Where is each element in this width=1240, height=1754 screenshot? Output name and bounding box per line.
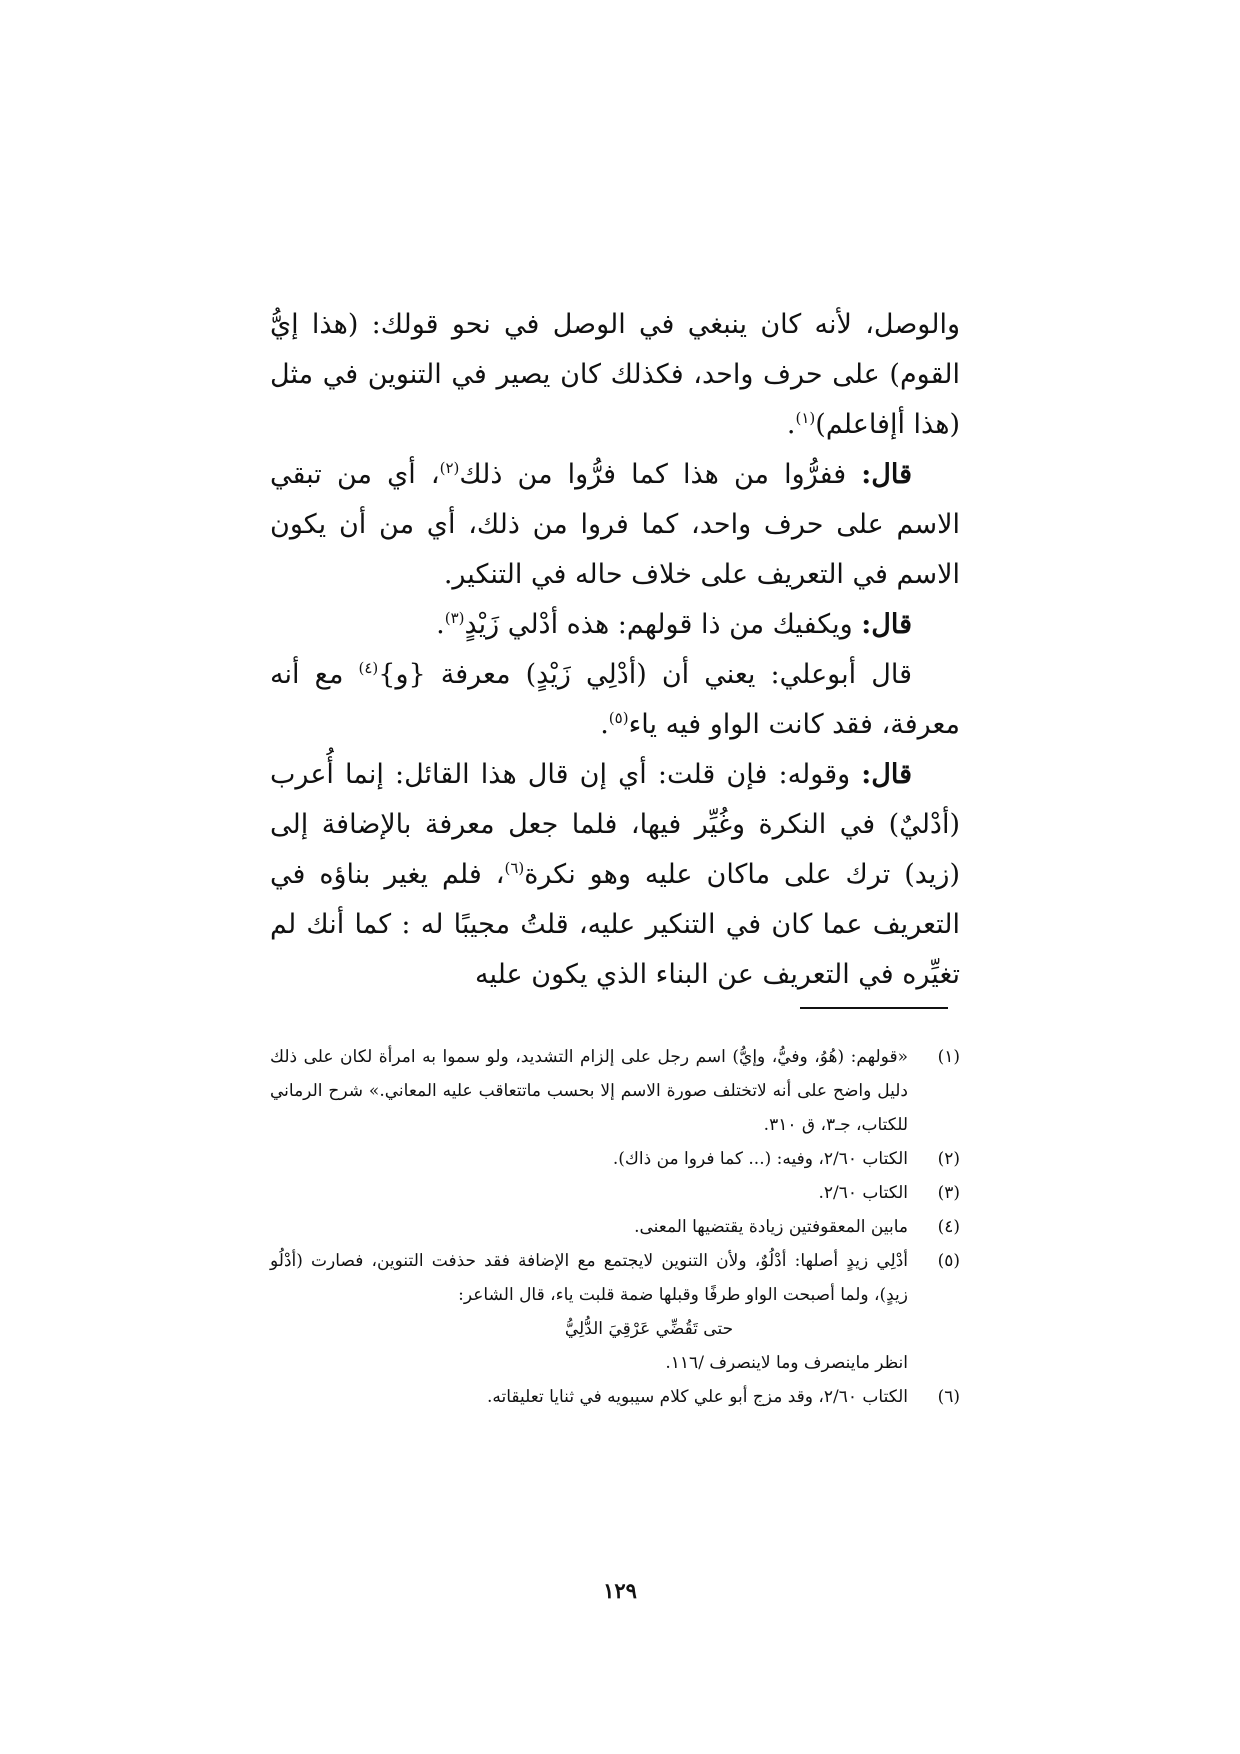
paragraph-3: قال: ويكفيك من ذا قولهم: هذه أدْلي زَيْدٍ$^{(٣)}$. [436, 609, 912, 640]
main-text [270, 300, 960, 1000]
qala-label: قال: [861, 759, 912, 790]
footnote-text: الكتاب ٢/٦٠، وفيه: (... كما فروا من ذاك). [612, 1149, 908, 1169]
footnote-3 [270, 1176, 960, 1210]
footnote-text: الكتاب ٢/٦٠. [818, 1183, 908, 1203]
page-number: ١٢٩ [603, 1578, 637, 1603]
footnote-2 [270, 1142, 960, 1176]
poetry-verse: حتى تَقُضِّي عَرْقِيَ الدُّلِيُّ [564, 1319, 734, 1339]
footnote-number: (٣) [937, 1183, 960, 1203]
footnote-text: «قولهم: (هُوُ، وفيُّ، وإيُّ) اسم رجل على إلزام التشديد، ولو سموا به امرأة لكان على ذلك دليل واضح على أنه لاتختلف صورة الاسم إلا بحسب ماتتعاقب عليه المعاني.» شرح الرماني للكتاب، جـ٣، ق ٣١٠. [270, 1047, 908, 1135]
paragraph-2: قال: ففرُّوا من هذا كما فرُّوا من ذلك$^{(٢)}$، أي من تبقي الاسم على حرف واحد، كما فروا من ذلك، أي من أن يكون الاسم في التعريف على خلاف حاله في التنكير. [270, 459, 960, 590]
footnote-number: (٦) [937, 1387, 960, 1407]
footnote-6 [270, 1380, 960, 1414]
footnote-ref-3[interactable]: (٣) [444, 609, 465, 627]
footnote-number: (١) [937, 1047, 960, 1067]
footnote-text: أدْلِي زيدٍ أصلها: أدْلُوٌ، ولأن التنوين لايجتمع مع الإضافة فقد حذفت التنوين، فصارت (أدْلُو زيدٍ)، ولما أصبحت الواو طرفًا وقبلها ضمة قلبت ياء، قال الشاعر: [270, 1251, 908, 1305]
footnotes [270, 1040, 960, 1414]
footnote-1 [270, 1040, 960, 1142]
footnote-number: (٤) [937, 1217, 960, 1237]
paragraph-4: قال أبوعلي: يعني أن (أدْلِي زَيْدٍ) معرفة {و}$^{(٤)}$ مع أنه معرفة، فقد كانت الواو فيه ياء$^{(٥)}$. [270, 659, 960, 740]
paragraph-5: قال: وقوله: فإن قلت: أي إن قال هذا القائل: إنما أُعرب (أدْليٌ) في النكرة وغُيِّر فيها، فلما جعل معرفة بالإضافة إلى (زيد) ترك على ماكان عليه وهو نكرة$^{(٦)}$، فلم يغير بناؤه في التعريف عما كان في التنكير عليه، قلتُ مجيبًا له : كما أنك لم تغيِّره في التعريف عن البناء الذي يكون عليه [270, 759, 960, 990]
footnote-ref-1[interactable]: (١) [795, 409, 816, 427]
footnote-ref-2[interactable]: (٢) [439, 459, 460, 477]
qala-label: قال: [861, 459, 913, 490]
footnote-divider [800, 1007, 948, 1009]
footnote-source: انظر ماينصرف وما لاينصرف /١١٦. [665, 1353, 908, 1373]
footnote-number: (٥) [937, 1251, 960, 1271]
paragraph-1: والوصل، لأنه كان ينبغي في الوصل في نحو قولك: (هذا إيُّ القوم) على حرف واحد، فكذلك كان يصير في التنوين في مثل (هذا أإفاعلم)$^{(١)}$. [270, 309, 960, 440]
footnote-4 [270, 1210, 960, 1244]
footnote-ref-4[interactable]: (٤) [358, 659, 379, 677]
footnote-text: الكتاب ٢/٦٠، وقد مزج أبو علي كلام سيبويه في ثنايا تعليقاته. [486, 1387, 908, 1407]
footnote-ref-5[interactable]: (٥) [608, 709, 629, 727]
footnote-5 [270, 1244, 960, 1380]
footnote-text: مابين المعقوفتين زيادة يقتضيها المعنى. [634, 1217, 908, 1237]
qala-label: قال: [861, 609, 912, 640]
footnote-ref-6[interactable]: (٦) [504, 859, 525, 877]
footnote-number: (٢) [937, 1149, 960, 1169]
